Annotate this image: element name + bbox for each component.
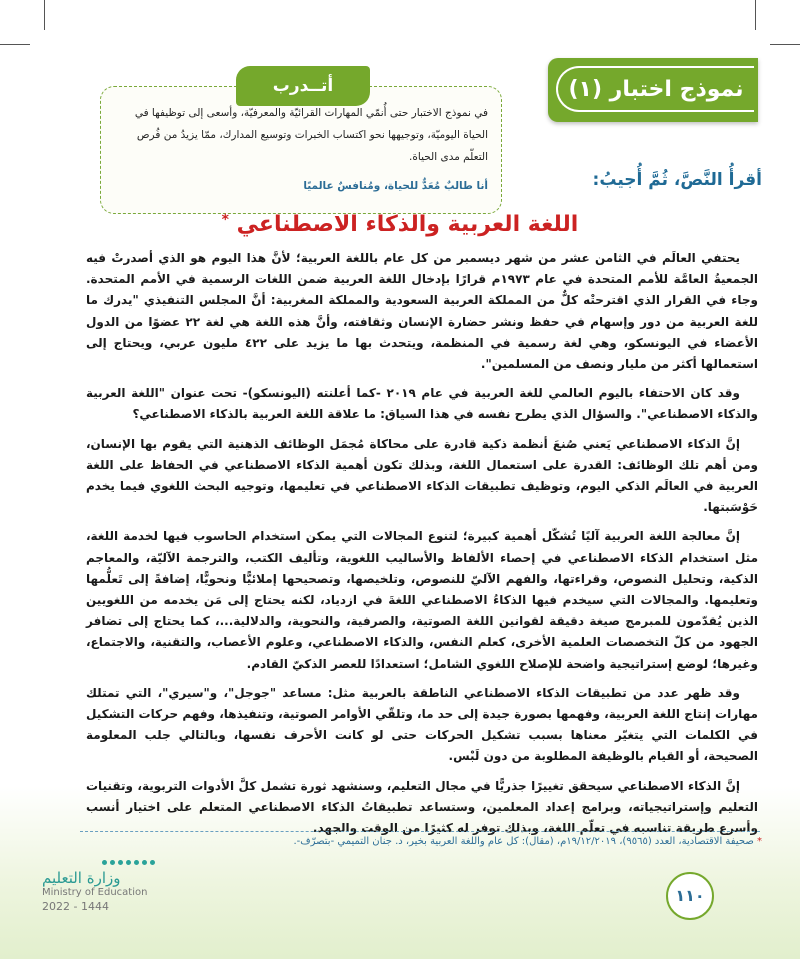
- ministry-name-en: Ministry of Education: [42, 887, 148, 898]
- student-motto: أنا طالبٌ مُعَدٌّ للحياة، ومُنافسٌ عالميًا: [303, 180, 488, 192]
- article-paragraph: وقد كان الاحتفاء باليوم العالمي للغة العربية في عام ٢٠١٩ -كما أعلنته (اليونسكو)- تحت عنوان "اللغة العربية والذكاء الاصطناعي". والسؤال الذي يطرح نفسه في هذا السياق: ما علاقة اللغة العربية بالذكاء الاصطناعي؟: [86, 386, 758, 422]
- article-paragraph: يحتفي العالَم في الثامن عشر من شهر ديسمبر من كل عام باللغة العربية؛ لأنَّ هذا اليوم هو الذي أصدرتْ فيه الجمعيةُ العامَّة للأمم المتحدة في عام ١٩٧٣م قرارًا بإدخال اللغة العربية ضمن اللغات الرسمية في الأمم المتحدة. وجاء في القرار الذي اقترحتْه كلٌّ من المملكة العربية السعودية والمملكة المغربية: أنَّ المجلس التنفيذي "يدرك ما للغة العربية من دور وإسهام في حفظ ونشر حضارة الإنسان وثقافته، وأنَّ هذه اللغة هي لغة ٢٢ عضوًا من الدول الأعضاء في اليونسكو، وهي لغة رسمية في المنظمة، ويتحدث بها ما يزيد على ٤٢٢ مليون عربي، ويحتاج إلى استعمالها أكثر من مليار ونصف من المسلمين".: [86, 251, 758, 372]
- ministry-logo: [42, 860, 182, 913]
- ministry-year: 2022 - 1444: [42, 900, 109, 913]
- page-number: ١١٠: [666, 872, 714, 920]
- crop-mark: [44, 0, 45, 30]
- article-paragraph: وقد ظهر عدد من تطبيقات الذكاء الاصطناعي الناطقة بالعربية مثل: مساعد "جوجل"، و"سيري"، التي تمتلك مهارات إنتاج اللغة العربية، وفهمها بصورة جيدة إلى حد ما، وتلقّي الأوامر الصوتية، وتنفيذها، وفهم حركات التشكيل في الكلمات التي يتغيّر معناها بسبب تشكيل الحركات حتى لو كانت الأحرف نفسها، وبالتالي جلب المعلومة الصحيحة، أو القيام بالوظيفة المطلوبة من دون لَبْس.: [86, 685, 758, 764]
- article-title-text: اللغة العربية والذكاء الاصطناعي: [236, 212, 579, 237]
- exam-header-tab: [548, 58, 758, 122]
- footnote-marker: *: [221, 212, 229, 228]
- crop-mark: [0, 44, 30, 45]
- page-title: نموذج اختبار (١): [556, 66, 754, 112]
- reading-instruction: أقرأُ النَّصَّ، ثُمَّ أُجيبُ:: [592, 170, 762, 190]
- footnote-divider: [80, 831, 760, 832]
- footnote-text: صحيفة الاقتصادية، العدد (٩٥٦٥)، ١٩/١٢/٢٠١٩م، (مقال): كل عام واللغة العربية بخير، د. جنان التميمي -بتصرّف-.: [293, 836, 754, 847]
- crop-mark: [755, 0, 756, 30]
- article-paragraph: إنَّ الذكاء الاصطناعي يَعني صُنعَ أنظمة ذكية قادرة على محاكاة مُجمَل الوظائف الذهنية التي يقوم بها الإنسان، ومن أهم تلك الوظائف: القدرة على استعمال اللغة، وبذلك تكون أهمية الذكاء الاصطناعي في الحفاظ على اللغة العربية في العالَم الذكي اليوم، وتوظيف تطبيقات الذكاء الاصطناعي في تعليمها، وتوجيه البحث اللغوي فيما يخدم حَوْسَبتها.: [86, 436, 758, 515]
- article-paragraph: إنَّ معالجة اللغة العربية آليًا تُشكّل أهمية كبيرة؛ لتنوع المجالات التي يمكن استخدام الحاسوب فيها لخدمة اللغة، مثل استخدام الذكاء الاصطناعي في إحصاء الألفاظ والأساليب اللغوية، وتأليف الكتب، والترجمة الآليّة، والمعاجم الذكية، وتحليل النصوص، وقراءتها، والفهم الآليّ للنصوص، وتلخيصها، وتصحيحها إملائيًّا ونحويًّا، إضافةً إلى تَعلُّمها وتعليمها. والمجالات التي سيخدم فيها الذكاءُ الاصطناعي اللغةَ في ازدياد، لكنه يحتاج إلى مَن يخدمه من اللغويين الذين يُقدّمون للمبرمج صيغة دقيقة لقوانين اللغة الصوتية، والصرفية، والنحوية، والدلالية...، كما يحتاج إلى تضافر الجهود من كلّ التخصصات العلمية الأخرى، كعلم النفس، والذكاء الاصطناعي، وعلوم الأعصاب، والتقنية، والاجتماع، وغيرها؛ لوضع إستراتيجية واضحة للإصلاح اللغوي الشامل؛ استعدادًا للعصر الذكيّ القادم.: [86, 529, 758, 671]
- ministry-name-ar: وزارة التعليم: [42, 869, 121, 887]
- footnote-star: *: [757, 836, 762, 847]
- article-title: [0, 212, 800, 237]
- ministry-logo-dots-icon: [102, 860, 182, 865]
- article-paragraph: إنَّ الذكاء الاصطناعي سيحقق تغييرًا جذريًّا في مجال التعليم، وسنشهد ثورة تشمل كلَّ الأدوات التربوية، وتقنيات التعليم وإستراتيجياته، وبرامج إعداد المعلمين، وستساعد تطبيقاتُ الذكاء الاصطناعي المتعلم على اختيار أنسب وأسرع طريقة تناسبه في تعلّم اللغة، وبذلك توفر له كثيرًا من الوقت والجهد.: [86, 778, 758, 836]
- practice-callout-text: في نموذج الاختبار حتى أُنمّي المهارات القرائيّة والمعرفيّة، وأسعى إلى توظيفها في الحياة اليوميّة، وتوجيهها نحو اكتساب الخبرات وتوسيع المدارك، ممّا يزيدُ من فُرص التعلّم مدى الحياة.: [134, 107, 488, 163]
- practice-callout-tag: أتــدرب: [236, 66, 370, 106]
- article-body: [86, 248, 758, 847]
- source-footnote: [72, 836, 762, 847]
- crop-mark: [770, 44, 800, 45]
